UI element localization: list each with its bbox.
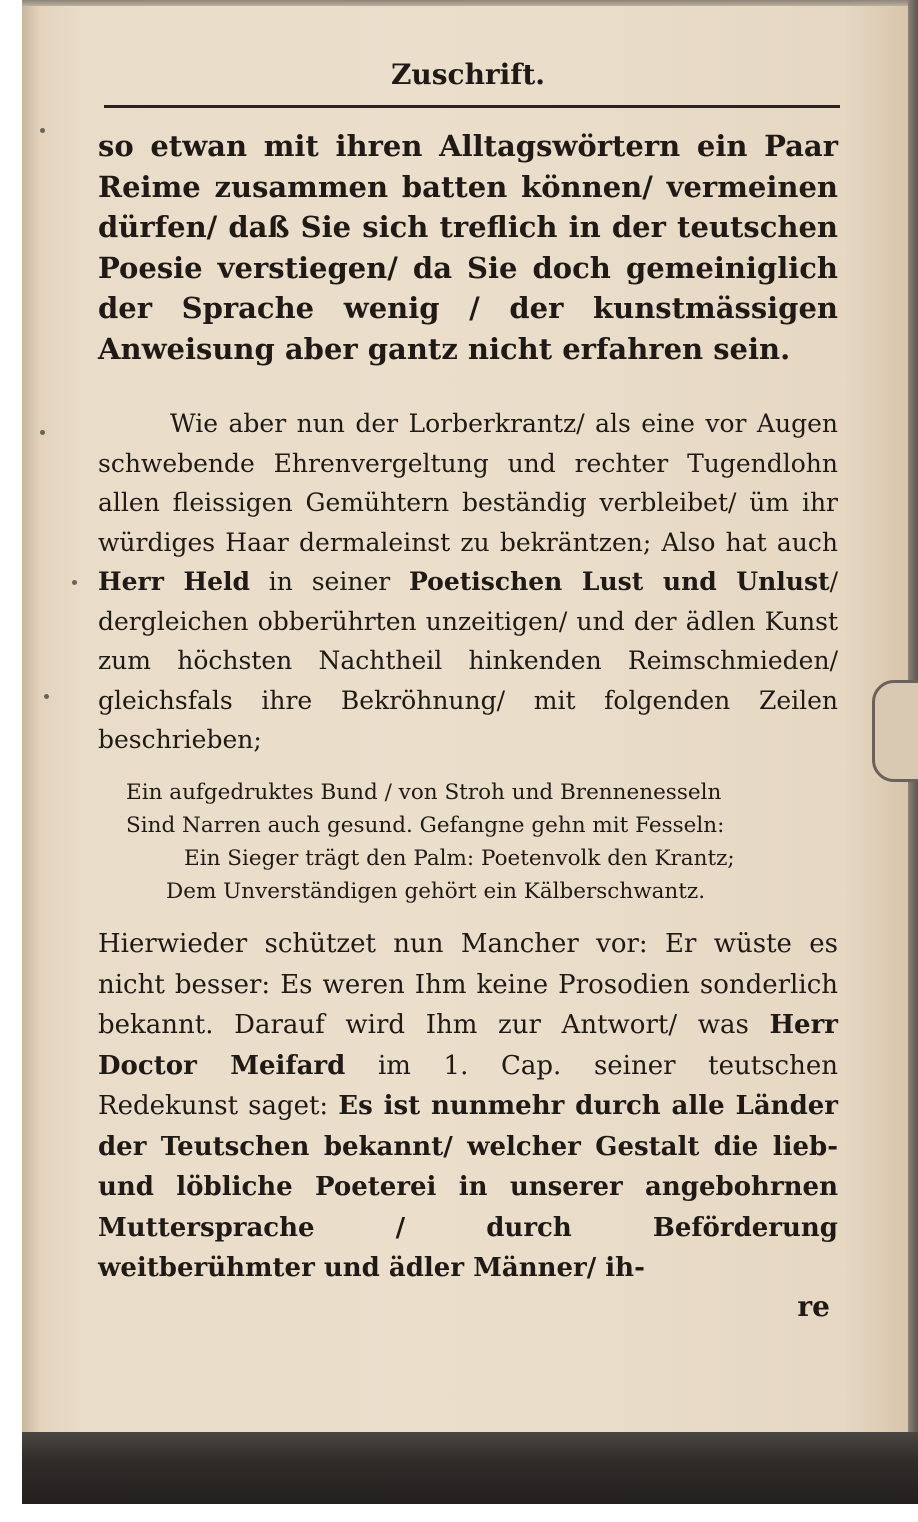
margin-speck xyxy=(44,694,49,699)
work-title: Poetischen Lust und Unlust xyxy=(409,567,830,596)
page-header: Zuschrift. xyxy=(390,58,546,91)
quotation: Es ist nunmehr durch alle Länder der Teutschen bekannt/ welcher Gestalt die lieb- und löbliche Poeterei in unserer angebohrnen Muttersprache / durch Beförderung weitberühmter und ädler Männer/ ih- xyxy=(98,1091,839,1283)
margin-speck xyxy=(40,128,45,133)
name-doctor-meifard: Herr Doctor Meifard xyxy=(98,1010,838,1081)
paragraph-1: so etwan mit ihren Alltagswörtern ein Paar Reime zusammen batten können/ vermeinen dürfen/ daß Sie sich treflich in der teutschen Poesie verstiegen/ da Sie doch gemeiniglich der Sprache wenig / der kunstmässigen Anweisung aber gantz nicht erfahren sein. xyxy=(98,129,838,366)
paragraph-2-end: / dergleichen obberührten unzeitigen/ und der ädlen Kunst zum höchsten Nachtheil hinkenden Reimschmieden/ gleichsfals ihre Bekröhnung/ mit folgenden Zeilen beschrieben; xyxy=(98,567,839,754)
header-rule xyxy=(104,105,840,108)
book-clasp xyxy=(872,680,918,782)
paragraph-2 xyxy=(98,404,838,760)
paragraph-2-mid: in seiner xyxy=(249,567,410,596)
margin-speck xyxy=(72,580,77,585)
name-herr-held: Herr Held xyxy=(98,567,250,596)
verse-block xyxy=(126,776,826,908)
scan-bottom-shadow xyxy=(22,1432,918,1504)
verse-line: Ein aufgedruktes Bund / von Stroh und Brennenesseln xyxy=(126,780,722,805)
catchword: re xyxy=(797,1290,830,1323)
verse-line: Dem Unverständigen gehört ein Kälberschwantz. xyxy=(166,879,706,904)
margin-speck xyxy=(40,430,45,435)
paragraph-2-start: Wie aber nun der Lorberkrantz/ als eine vor Augen schwebende Ehrenvergeltung und rechter Tugendlohn allen fleissigen Gemühtern beständig verbleibet/ üm ihr würdiges Haar dermaleinst zu bekräntzen; Also hat auch xyxy=(98,409,838,557)
verse-line: Sind Narren auch gesund. Gefangne gehn mit Fesseln: xyxy=(126,813,725,838)
verse-line: Ein Sieger trägt den Palm: Poetenvolk den Krantz; xyxy=(184,846,735,871)
paragraph-3 xyxy=(98,924,838,1289)
paragraph-3-start: Hierwieder schützet nun Mancher vor: Er wüste es nicht besser: Es weren Ihm keine Prosodien sonderlich bekannt. Darauf wird Ihm zur Antwort/ was xyxy=(98,929,838,1040)
paragraph-3-mid: im 1. Cap. seiner teutschen Redekunst saget: xyxy=(98,1050,838,1121)
